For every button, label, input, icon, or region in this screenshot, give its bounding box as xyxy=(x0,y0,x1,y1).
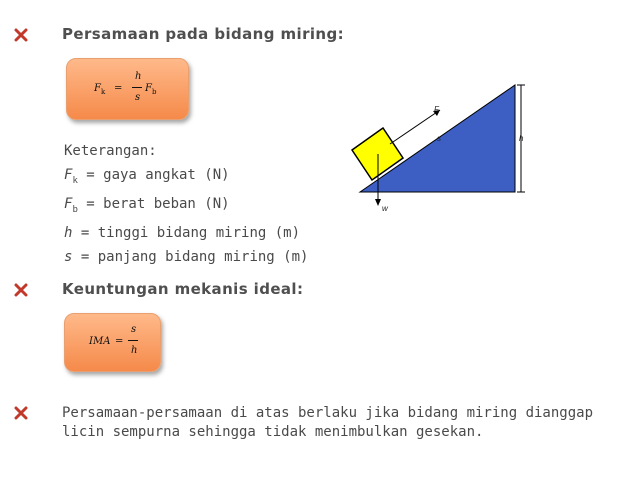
fraction-bar xyxy=(132,87,142,88)
notes-line-s: s = panjang bidang miring (m) xyxy=(64,248,309,265)
inclined-plane-diagram xyxy=(345,78,545,218)
formula-ima-lhs: IMA xyxy=(89,336,111,347)
formula-equals: = xyxy=(114,83,123,94)
formula-ima-numerator: s xyxy=(131,324,137,335)
label-h: h xyxy=(519,134,524,143)
notes-line-fb: $F_b$ = berat beban (N) xyxy=(64,195,230,215)
label-F: F xyxy=(434,105,439,114)
formula-ima-equals: = xyxy=(115,336,124,347)
bullet-x-icon xyxy=(14,283,28,297)
heading-equation: Persamaan pada bidang miring: xyxy=(62,25,345,43)
notes-block xyxy=(64,140,308,269)
formula-ima-denominator: h xyxy=(131,345,138,356)
weight-arrow-head xyxy=(375,199,381,206)
notes-line-fk: $F_k$ = gaya angkat (N) xyxy=(64,166,230,186)
formula-box-ima xyxy=(64,313,161,372)
label-w: w xyxy=(382,204,388,213)
bullet-x-icon xyxy=(14,406,28,420)
fraction-bar xyxy=(128,340,138,341)
formula-lhs: $F_k$ xyxy=(94,83,106,96)
formula-denominator: s xyxy=(135,92,141,103)
notes-line-h: h = tinggi bidang miring (m) xyxy=(64,225,301,242)
conclusion-paragraph: Persamaan-persamaan di atas berlaku jika bidang miring dianggap licin sempurna sehingga tidak menimbulkan gesekan. xyxy=(62,405,594,440)
heading-ima: Keuntungan mekanis ideal: xyxy=(62,280,304,298)
force-arrow-F xyxy=(390,110,440,144)
formula-box-force xyxy=(66,58,189,120)
formula-numerator: h xyxy=(135,71,142,82)
notes-title: Keterangan: xyxy=(64,143,157,159)
formula-rhs: $F_b$ xyxy=(145,83,157,96)
bullet-x-icon xyxy=(14,28,28,42)
label-s: s xyxy=(437,134,441,143)
